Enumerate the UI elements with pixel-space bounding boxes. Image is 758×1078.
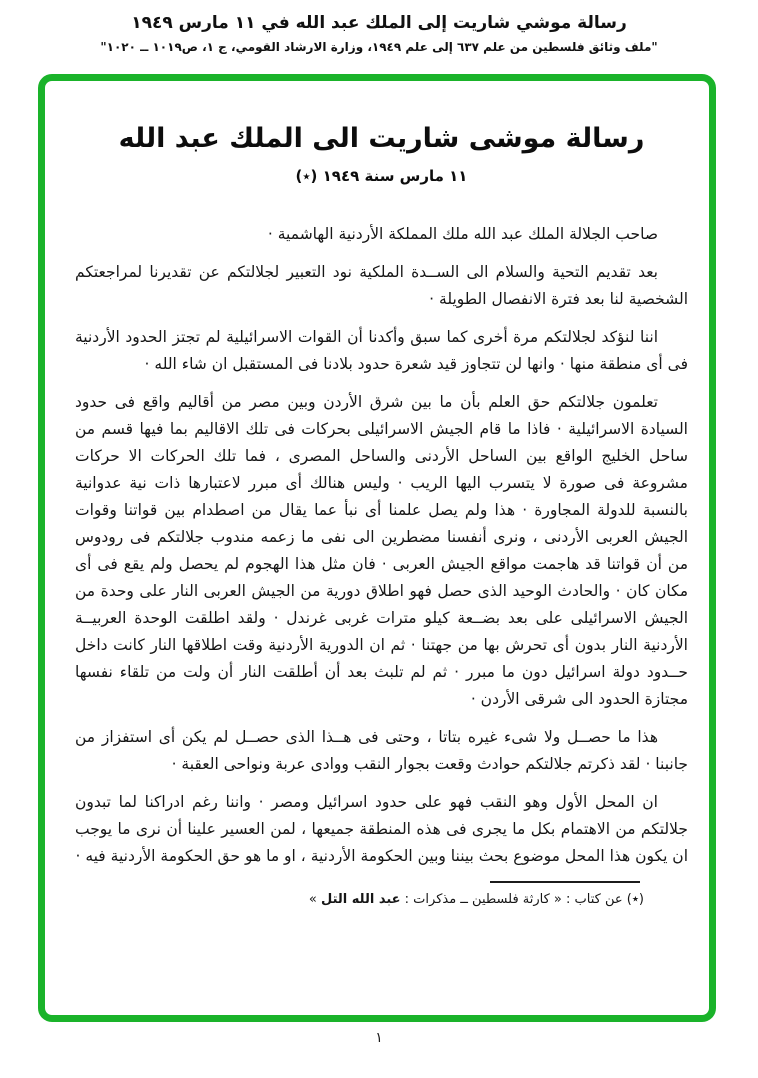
footnote-marker: (٭)	[626, 892, 644, 907]
paragraph-salutation: صاحب الجلالة الملك عبد الله ملك المملكة الأردنية الهاشمية ·	[267, 225, 658, 243]
footnote-book-author: عبد الله التل	[321, 892, 401, 907]
paragraph-negev: ان المحل الأول وهو النقب فهو على حدود اسرائيل ومصر · واننا رغم ادراكنا لما تبدون جلالتكم من الاهتمام بكل ما يجرى فى هذه المنطقة جميعها ، لمن العسير علينا أن نرى ما يوجب ان يكون هذا المحل موضوع بحث بيننا وبين الحكومة الأردنية ، او ما هو حق الحكومة الأردنية فيه ·	[75, 793, 688, 865]
footnote	[75, 890, 644, 910]
footnote-divider	[490, 881, 640, 883]
footnote-closing-quote: »	[308, 892, 321, 907]
document-scan-frame	[38, 74, 716, 1022]
paragraph-no-provocation: هذا ما حصــل ولا شىء غيره بتاتا ، وحتى فى هــذا الذى حصــل لم يكن أى استفزاز من جانبنا · لقد ذكرتم جلالتكم حوادث وقعت بجوار النقب ووادى عربة ونواحى العقبة ·	[75, 728, 688, 773]
paragraph-assurance: اننا لنؤكد لجلالتكم مرة أخرى كما سبق وأكدنا أن القوات الاسرائيلية لم تجتز الحدود الأردنية فى أى منطقة منها · وانها لن تتجاوز قيد شعرة حدود بلادنا فى المستقبل ان شاء الله ·	[75, 328, 688, 373]
page-header	[0, 0, 758, 54]
document-title: رسالة موشى شاريت الى الملك عبد الله	[118, 123, 645, 154]
document-date-line: ١١ مارس سنة ١٩٤٩ (٭)	[295, 167, 468, 185]
header-title: رسالة موشي شاريت إلى الملك عبد الله في ١١ مارس ١٩٤٩	[131, 13, 627, 33]
header-source-citation: "ملف وثائق فلسطين من علم ٦٣٧ إلى علم ١٩٤٩، وزارة الارشاد القومي، ج ١، ص١٠١٩ ــ ١٠٢٠"	[100, 40, 658, 54]
footnote-lead-text: عن كتاب : « كارثة فلسطين ــ مذكرات :	[400, 892, 627, 907]
paragraph-main-argument: تعلمون جلالتكم حق العلم بأن ما بين شرق الأردن وبين مصر من أقاليم واقع فى حدود السيادة الاسرائيلية · فاذا ما قام الجيش الاسرائيلى بحركات فى تلك الاقاليم بما فيها قسم من ساحل الخليج الواقع بين الساحل الأردنى والساحل المصرى ، فما تلك الحركات الا حركات مشروعة فى صورة لا يتسرب اليها الريب · وليس هنالك أى مبرر لاعتبارها ذات نية عدوانية بالنسبة للدولة المجاورة · هذا ولم يصل علمنا أى نبأ عما يقال من اصطدام بين قواتنا وقوات الجيش العربى الأردنى ، ونرى أنفسنا مضطرين الى نفى ما زعمه مندوب جلالتكم فى رودوس من أن قواتنا قد هاجمت مواقع الجيش العربى · فان مثل هذا الهجوم لم يحصل ولم يقع فى أى مكان كان · والحادث الوحيد الذى حصل فهو اطلاق دورية من الجيش العربى النار على وحدة من الجيش الاسرائيلى على بعد بضــعة كيلو مترات غربى غرندل · ولقد اطلقت الوحدة العربيــة الأردنية النار بدون أى تحرش بها من جهتنا · ثم ان الدورية الأردنية وقت اطلاقها النار كانت داخل حــدود دولة اسرائيل دون ما مبرر · ثم لم تلبث بعد أن أطلقت النار أن ولت من تلقاء نفسها مجتازة الحدود الى شرقى الأردن ·	[75, 393, 688, 708]
page-number: ١	[375, 1030, 383, 1046]
paragraph-greeting: بعد تقديم التحية والسلام الى الســدة الملكية نود التعبير لجلالتكم عن تقديرنا لمراجعتكم الشخصية لنا بعد فترة الانفصال الطويلة ·	[75, 263, 688, 308]
document-body	[75, 221, 688, 870]
